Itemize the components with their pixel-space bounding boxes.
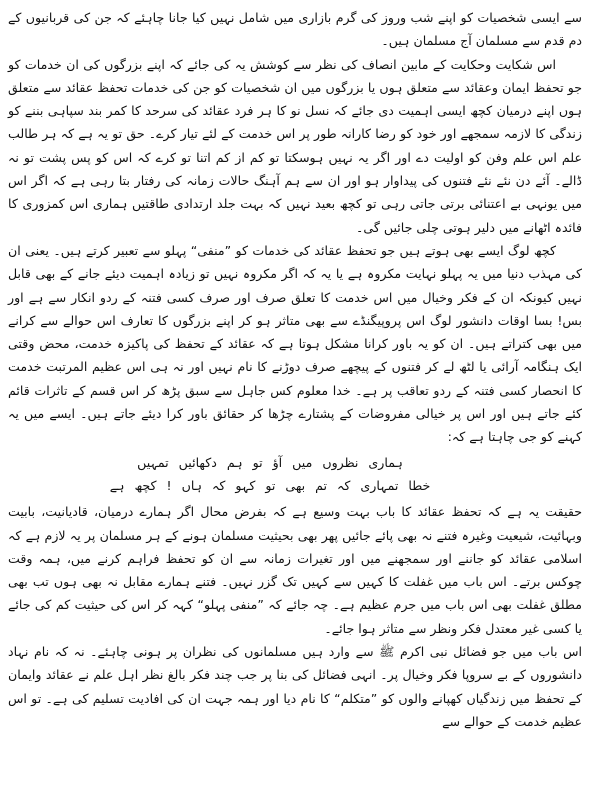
verse-line-1: ہماری نظروں میں آؤ تو ہم دکھائیں تمہیں (137, 454, 403, 470)
paragraph-1: سے ایسی شخصیات کو اپنے شب وروز کی گرم بازاری میں شامل نہیں کیا جانا چاہئے کہ جن کی قربانیوں کے دم قدم سے مسلمان آج مسلمان ہیں۔ (8, 10, 582, 49)
paragraph-3: کچھ لوگ ایسے بھی ہوتے ہیں جو تحفظ عقائد کی خدمات کو ”منفی“ پہلو سے تعبیر کرتے ہیں۔ یعنی ان کی مہذب دنیا میں یہ پہلو نہایت مکروہ ہے یا یہ کہ اگر مکروہ نہیں تو زیادہ اہمیت دیئے جانے کے بھی قابل نہیں کیونکہ ان کے فکر وخیال میں اس خدمت کا تعلق صرف اور صرف کسی فتنہ کے ردو انکار سے ہے اور بس! بسا اوقات دانشور لوگ اس پروپیگنڈے سے بھی متاثر ہو کر اپنے بزرگوں کا تعارف اس حوالے سے کرانے میں بھی کتراتے ہیں۔ ان کو یہ باور کرانا مشکل ہوتا ہے کہ عقائد کے تحفظ کی پاکیزہ خدمت، محض وقتی ایک ہنگامہ آرائی یا لٹھ لے کر فتنوں کے پیچھے صرف دوڑنے کا نام نہیں اور نہ ہی اس عظیم المرتبت خدمت کا انحصار کسی فتنہ کے ردو تعاقب پر ہے۔ خدا معلوم کس جاہل سے سبق پڑھ کر اس قسم کے تاثرات قائم کئے جاتے ہیں اور اس پر خیالی مفروضات کے پشتارے چڑھا کر حقائق باور کرا دیئے جاتے ہیں۔ ایسے میں یہ کہنے کو جی چاہتا ہے کہ: (8, 242, 583, 445)
paragraph-5: اس باب میں جو فضائل نبی اکرم ﷺ سے وارد ہیں مسلمانوں کی نظران پر ہونی چاہئے۔ نہ کہ نام نہاد دانشوروں کے بے سروپا فکر وخیال پر۔ انہی فضائل کی بنا پر جب چند فکر بالغ نظر اہل علم نے عقائد وایمان کے تحفظ میں زندگیاں کھپانے والوں کو ”متکلم“ کا نام دیا اور ہمہ جہت ان کی افادیت تسلیم کی ہے۔ تو اس عظیم خدمت کے حوالے سے (8, 644, 582, 729)
paragraph-2: اس شکایت وحکایت کے مابین انصاف کی نظر سے کوشش یہ کی جائے کہ اپنے بزرگوں کی ان خدمات کو جو تحفظ ایمان وعقائد سے متعلق ہوں یا بزرگوں میں ان شخصیات کو جن کی خدمات تحفظ عقائد سے متعلق ہوں اپنے درمیان کچھ ایسی اہمیت دی جائے کہ نسل نو کا ہر فرد عقائد کی سرحد کا کمر بند سپاہی بننے کو زندگی کا لازمہ سمجھے اور خود کو رضا کارانہ طور پر اس خدمت کے لئے تیار کرے۔ حق تو یہ ہے کہ ہر طالب علم اس علم وفن کو اولیت دے اور اگر یہ نہیں ہوسکتا تو کم از کم اتنا تو کرے کہ اس کو پس پشت تو نہ ڈالے۔ آئے دن نئے نئے فتنوں کی پیداوار ہو اور ان سے ہم آہنگ حالات زمانہ کی رفتار بتا رہی ہے کہ اگر اس میں یونہی بے اعتنائی برتی جاتی رہی تو کچھ بعید نہیں کہ بہت جلد ارتدادی طاقتیں ہماری اس کمزوری کا فائدہ اٹھانے میں دلیر ہوتی چلی جائیں گی۔ (8, 56, 582, 235)
verse-line-2: خطا تمہاری کہ تم بھی تو کہو کہ ہاں ! کچھ ہے (109, 477, 431, 493)
paragraph-4: حقیقت یہ ہے کہ تحفظ عقائد کا باب بہت وسیع ہے کہ بفرض محال اگر ہمارے درمیان، قادیانیت، بابیت وبہائیت، شیعیت وغیرہ فتنے نہ بھی پائے جائیں پھر بھی بحیثیت مسلمان ہونے کے ہر مسلمان پر یہ لازم ہے کہ اسلامی عقائد کو جاننے اور سمجھنے میں اور تغیرات زمانہ سے ان کو تحفظ فراہم کرنے میں، ہمہ وقت چوکس برتے۔ اس باب میں غفلت کا کہیں سے کہیں تک گزر نہیں۔ فتنے ہمارے مقابل نہ بھی ہوں تب بھی مطلق غفلت بھی اس باب میں جرم عظیم ہے۔ چہ جائے کہ ”منفی پہلو“ کہہ کر اس کی حیثیت کم کی جائے یا کسی غیر معتدل فکر ونظر سے متاثر ہوا جائے۔ (8, 504, 582, 636)
poetry-couplet (8, 451, 582, 498)
